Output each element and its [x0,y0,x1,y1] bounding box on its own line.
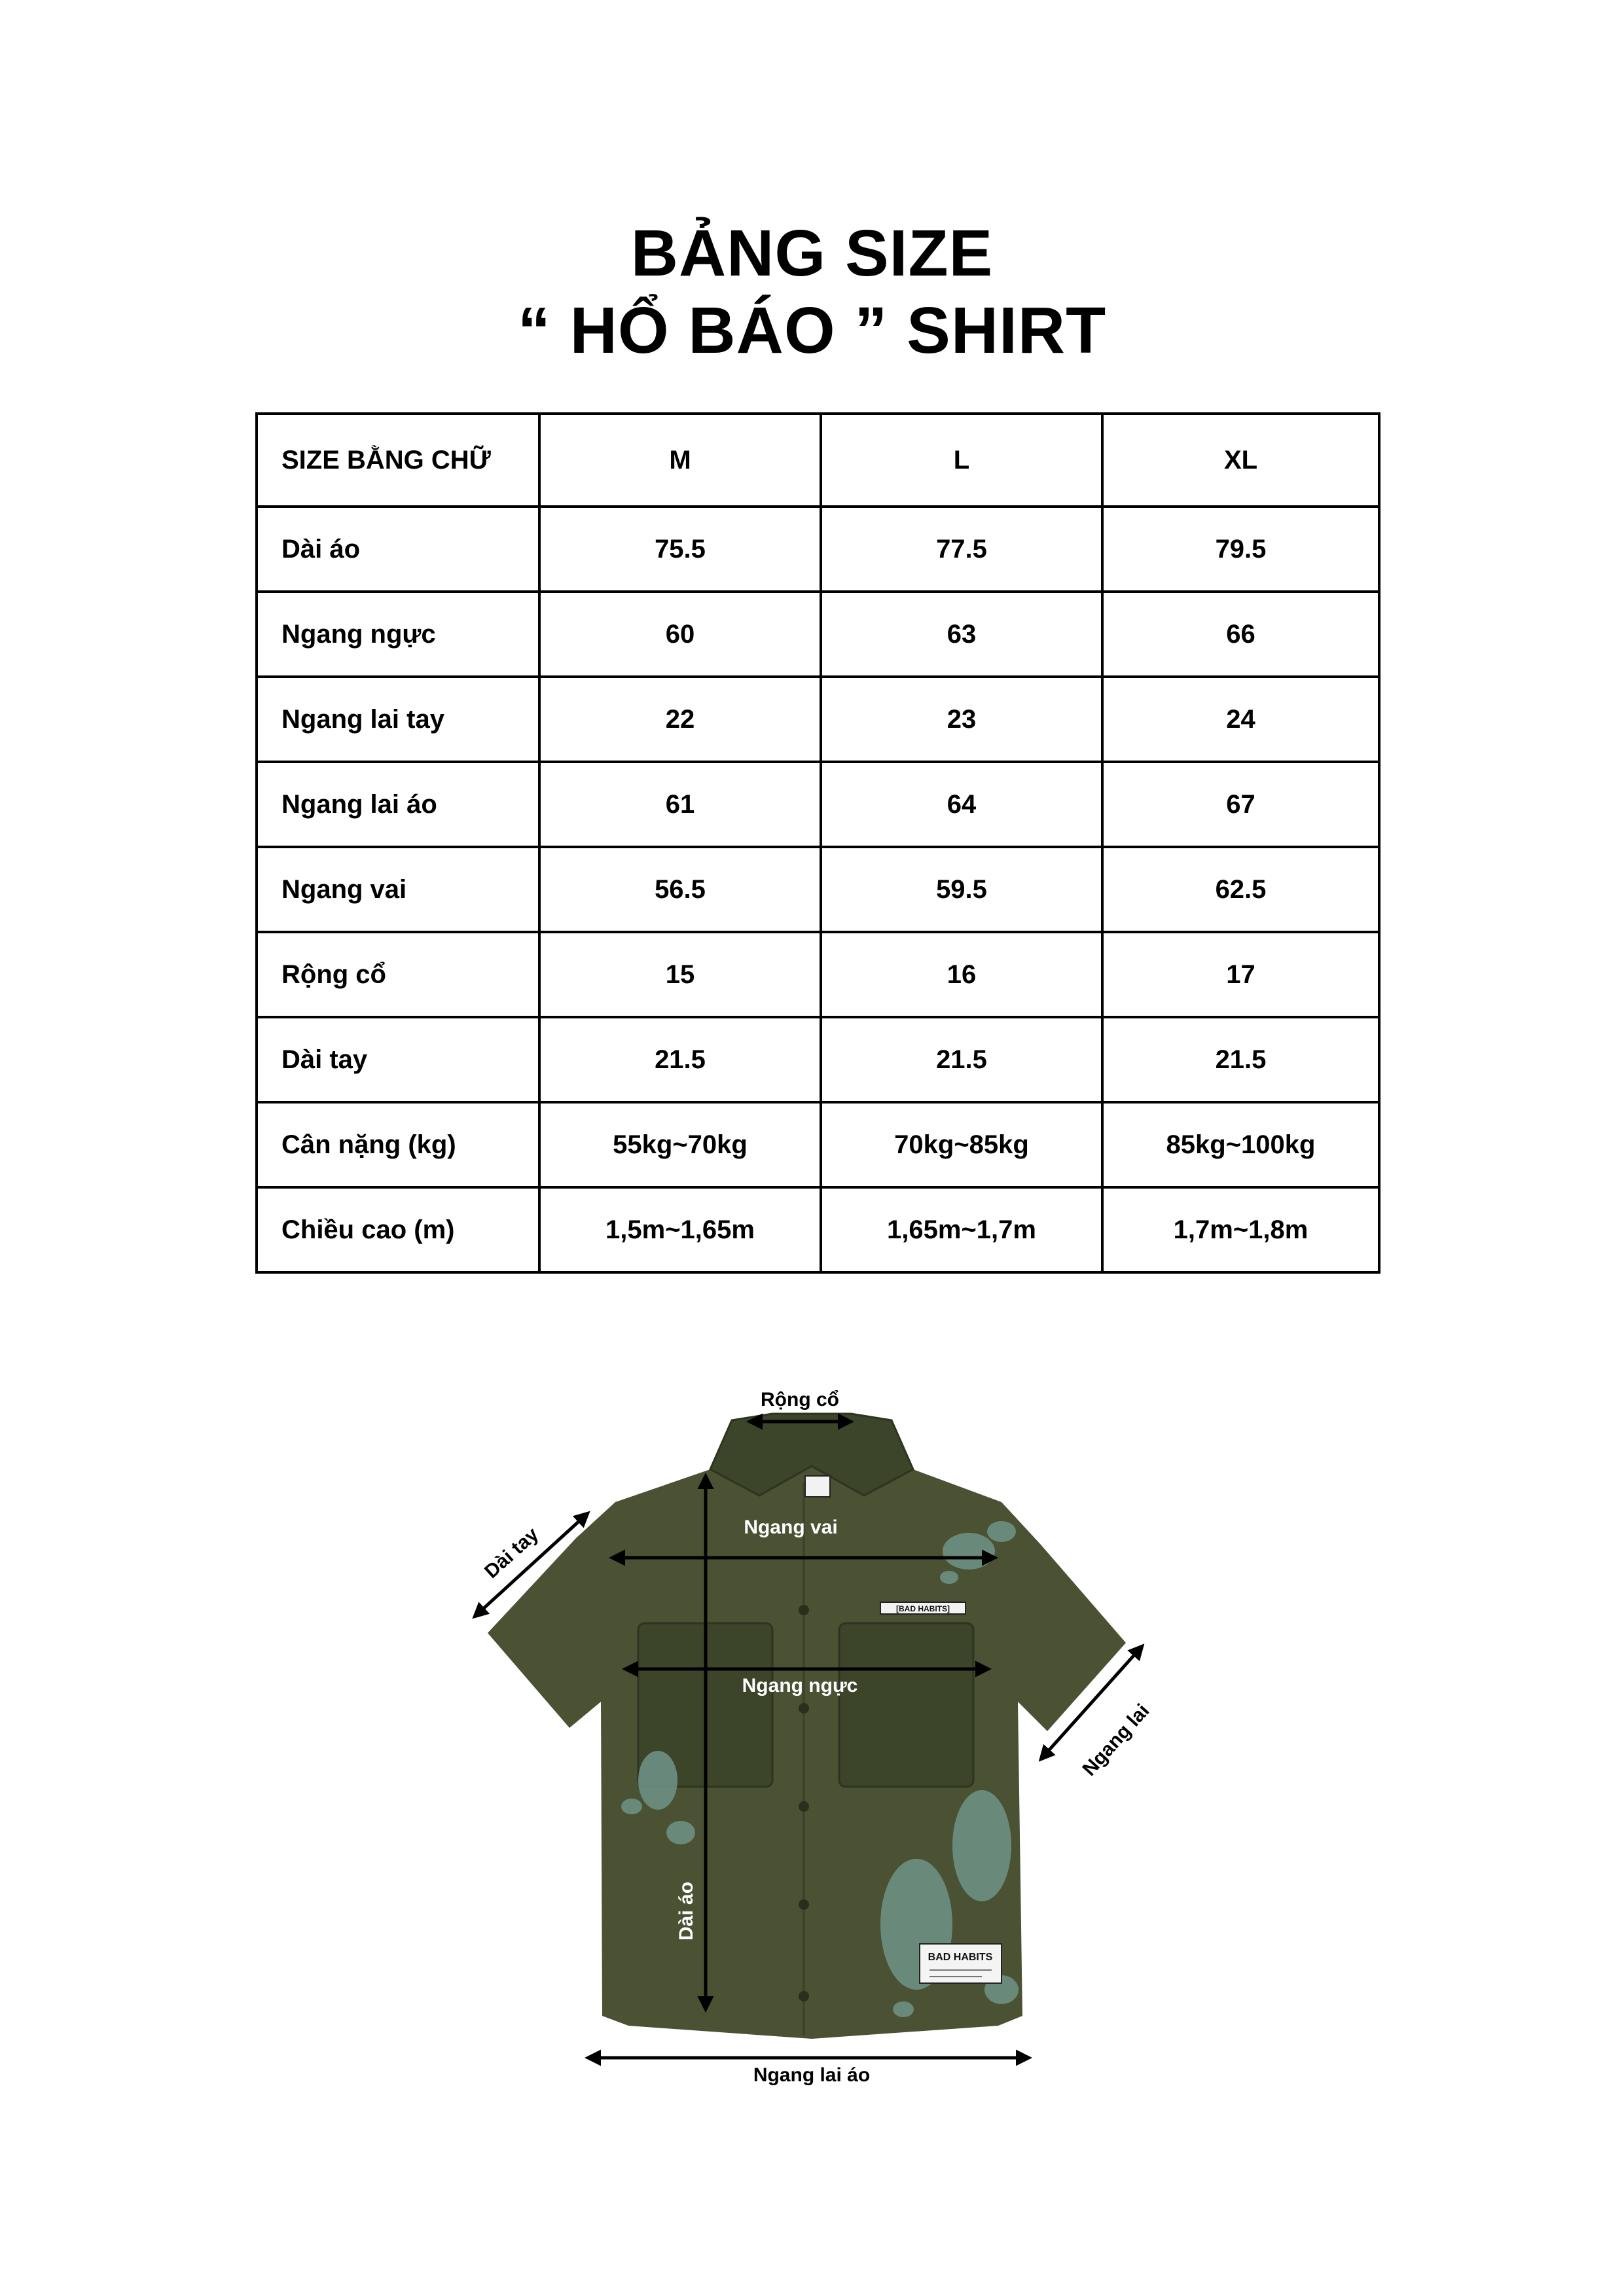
cell-value: 67 [1102,762,1379,847]
cell-value: 85kg~100kg [1102,1102,1379,1187]
table-row [257,677,1379,762]
chest-label: Ngang ngực [742,1675,858,1696]
page-title-line-2: “ HỔ BÁO ” SHIRT [517,294,1107,367]
cell-value: 22 [539,677,821,762]
header-size-l: L [821,414,1102,507]
header-size-label: SIZE BẰNG CHỮ [257,414,539,507]
table-row [257,507,1379,592]
row-label: Ngang vai [257,847,539,932]
cell-value: 23 [821,677,1102,762]
sleeve-length-label: Dài tay [480,1523,543,1583]
shirt-button [799,1801,809,1812]
shirt-measurement-diagram [0,1361,1624,2147]
cell-value: 24 [1102,677,1379,762]
table-row [257,762,1379,847]
cell-value: 61 [539,762,821,847]
row-label: Cân nặng (kg) [257,1102,539,1187]
cell-value: 77.5 [821,507,1102,592]
collar-label: Rộng cổ [761,1389,839,1410]
shirt-button [799,1991,809,2001]
cell-value: 60 [539,592,821,677]
cell-value: 62.5 [1102,847,1379,932]
table-row [257,592,1379,677]
cell-value: 1,65m~1,7m [821,1187,1102,1272]
row-label: Ngang lai tay [257,677,539,762]
row-label: Ngang ngực [257,592,539,677]
table-row [257,1017,1379,1102]
cell-value: 55kg~70kg [539,1102,821,1187]
shoulder-label: Ngang vai [744,1516,838,1538]
page-title-line-1: BẢNG SIZE [630,217,994,290]
length-label: Dài áo [676,1881,697,1941]
header-size-m: M [539,414,821,507]
hem-label: Ngang lai áo [753,2064,871,2086]
row-label: Dài áo [257,507,539,592]
cell-value: 75.5 [539,507,821,592]
cell-value: 21.5 [539,1017,821,1102]
cell-value: 21.5 [821,1017,1102,1102]
table-header-row [257,414,1379,507]
cell-value: 17 [1102,932,1379,1017]
sleeve-hem-label: Ngang lai [1078,1700,1154,1780]
row-label: Rộng cổ [257,932,539,1017]
cell-value: 21.5 [1102,1017,1379,1102]
shirt-button [799,1703,809,1713]
row-label: Chiều cao (m) [257,1187,539,1272]
cell-value: 15 [539,932,821,1017]
right-pocket [839,1623,973,1787]
shirt-button [799,1899,809,1910]
cell-value: 66 [1102,592,1379,677]
header-size-xl: XL [1102,414,1379,507]
row-label: Dài tay [257,1017,539,1102]
shirt-button [799,1605,809,1615]
cell-value: 1,7m~1,8m [1102,1187,1379,1272]
cell-value: 64 [821,762,1102,847]
cell-value: 70kg~85kg [821,1102,1102,1187]
cell-value: 59.5 [821,847,1102,932]
table-row [257,932,1379,1017]
cell-value: 56.5 [539,847,821,932]
size-table [255,412,1380,1274]
cell-value: 16 [821,932,1102,1017]
table-row [257,1102,1379,1187]
hem-tag-text: BAD HABITS [928,1952,993,1963]
pocket-tag-text: [BAD HABITS] [896,1604,950,1613]
table-row [257,847,1379,932]
cell-value: 79.5 [1102,507,1379,592]
shirt-illustration [488,1414,1126,2039]
table-row [257,1187,1379,1272]
cell-value: 63 [821,592,1102,677]
neck-tag-icon [805,1476,830,1497]
cell-value: 1,5m~1,65m [539,1187,821,1272]
row-label: Ngang lai áo [257,762,539,847]
